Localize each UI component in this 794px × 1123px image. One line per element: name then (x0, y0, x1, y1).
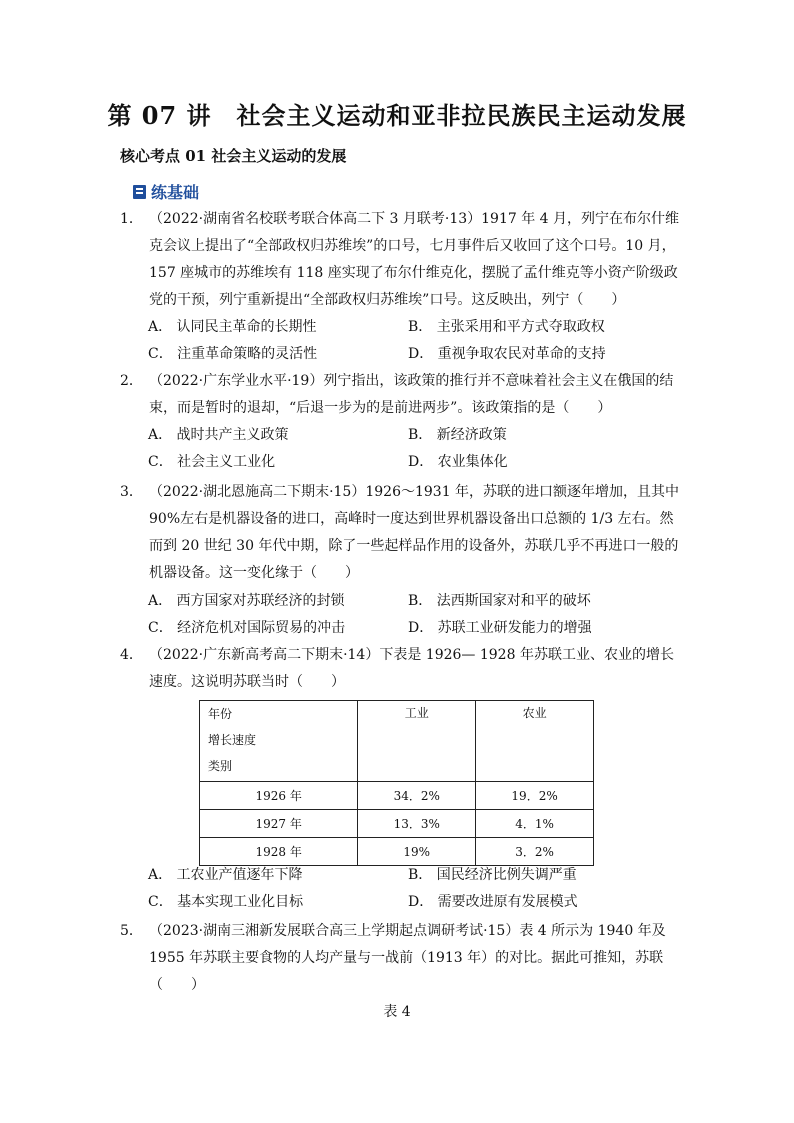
question-stem: （2022·湖北恩施高二下期末·15）1926～1931 年，苏联的进口额逐年增加，且其中 90%左右是机器设备的进口，高峰时一度达到世界机器设备出口总额的 1/3 左右。然而到 20 世纪 30 年代中期，除了一些起样品作用的设备外，苏联几乎不再进口一般的机器设备。这一变化缘于（ ） (149, 484, 680, 581)
page-title: 第 07 讲 社会主义运动和亚非拉民族民主运动发展 (107, 101, 687, 130)
header-agriculture: 农业 (476, 701, 594, 782)
table-row (200, 782, 594, 810)
question-4 (120, 642, 680, 696)
question-number: 2． (120, 373, 143, 389)
header-industry: 工业 (358, 701, 476, 782)
cell-agriculture: 19．2% (476, 782, 594, 810)
cell-agriculture: 3．2% (476, 838, 594, 866)
question-number: 1． (120, 211, 143, 227)
option-a[interactable]: A． 西方国家对苏联经济的封锁 (148, 593, 345, 609)
option-c[interactable]: C． 注重革命策略的灵活性 (148, 346, 318, 362)
question-stem: （2022·广东新高考高二下期末·14）下表是 1926— 1928 年苏联工业、农业的增长速度。这说明苏联当时（ ） (149, 647, 674, 690)
question-2 (120, 368, 680, 422)
header-year: 年份 (208, 707, 233, 721)
option-d[interactable]: D． 农业集体化 (408, 454, 508, 470)
cell-year: 1927 年 (200, 810, 358, 838)
question-number: 3． (120, 484, 143, 500)
subtitle: 核心考点 01 社会主义运动的发展 (120, 147, 347, 165)
option-b[interactable]: B． 主张采用和平方式夺取政权 (408, 319, 605, 335)
cell-agriculture: 4．1% (476, 810, 594, 838)
book-icon (133, 185, 146, 199)
option-c[interactable]: C． 社会主义工业化 (148, 454, 276, 470)
option-c[interactable]: C． 经济危机对国际贸易的冲击 (148, 620, 346, 636)
question-stem: （2022·广东学业水平·19）列宁指出，该政策的推行并不意味着社会主义在俄国的结束，而是暂时的退却，“后退一步为的是前进两步”。该政策指的是（ ） (149, 373, 674, 416)
option-b[interactable]: B． 法西斯国家对和平的破坏 (408, 593, 591, 609)
question-3-options (148, 588, 668, 642)
question-number: 5． (120, 923, 143, 939)
question-2-options (148, 422, 668, 476)
option-b[interactable]: B． 新经济政策 (408, 427, 507, 443)
question-3 (120, 479, 680, 587)
section-heading (133, 180, 199, 203)
cell-industry: 19% (358, 838, 476, 866)
question-5 (120, 918, 680, 999)
section-label: 练基础 (151, 183, 200, 202)
question-number: 4． (120, 647, 143, 663)
question-stem: （2022·湖南省名校联考联合体高二下 3 月联考·13）1917 年 4 月，列宁在布尔什维克会议上提出了“全部政权归苏维埃”的口号，七月事件后又收回了这个口号。10 月，157 座城市的苏维埃有 118 座实现了布尔什维克化，摆脱了孟什维克等小资产阶级政党的干预，列宁重新提出“全部政权归苏维埃”口号。这反映出，列宁（ ） (149, 211, 680, 308)
question-stem: （2023·湖南三湘新发展联合高三上学期起点调研考试·15）表 4 所示为 1940 年及 1955 年苏联主要食物的人均产量与一战前（1913 年）的对比。据此可推知，苏联（ ） (149, 923, 666, 993)
header-growth: 增长速度 (208, 733, 257, 747)
cell-industry: 34．2% (358, 782, 476, 810)
question-4-options (148, 862, 668, 916)
growth-table (199, 700, 594, 866)
option-a[interactable]: A． 战时共产主义政策 (148, 427, 289, 443)
option-c[interactable]: C． 基本实现工业化目标 (148, 894, 304, 910)
table-4-caption: 表 4 (383, 1004, 411, 1020)
table-row (200, 810, 594, 838)
option-d[interactable]: D． 需要改进原有发展模式 (408, 894, 578, 910)
cell-year: 1926 年 (200, 782, 358, 810)
option-d[interactable]: D． 苏联工业研发能力的增强 (408, 620, 592, 636)
option-a[interactable]: A． 认同民主革命的长期性 (148, 319, 317, 335)
option-d[interactable]: D． 重视争取农民对革命的支持 (408, 346, 606, 362)
option-a[interactable]: A． 工农业产值逐年下降 (148, 867, 303, 883)
question-1-options (148, 314, 668, 368)
cell-year: 1928 年 (200, 838, 358, 866)
table-header-row (200, 701, 594, 782)
question-1 (120, 206, 680, 314)
cell-industry: 13．3% (358, 810, 476, 838)
header-category: 类别 (208, 759, 233, 773)
table-corner-header (200, 701, 358, 782)
option-b[interactable]: B． 国民经济比例失调严重 (408, 867, 577, 883)
